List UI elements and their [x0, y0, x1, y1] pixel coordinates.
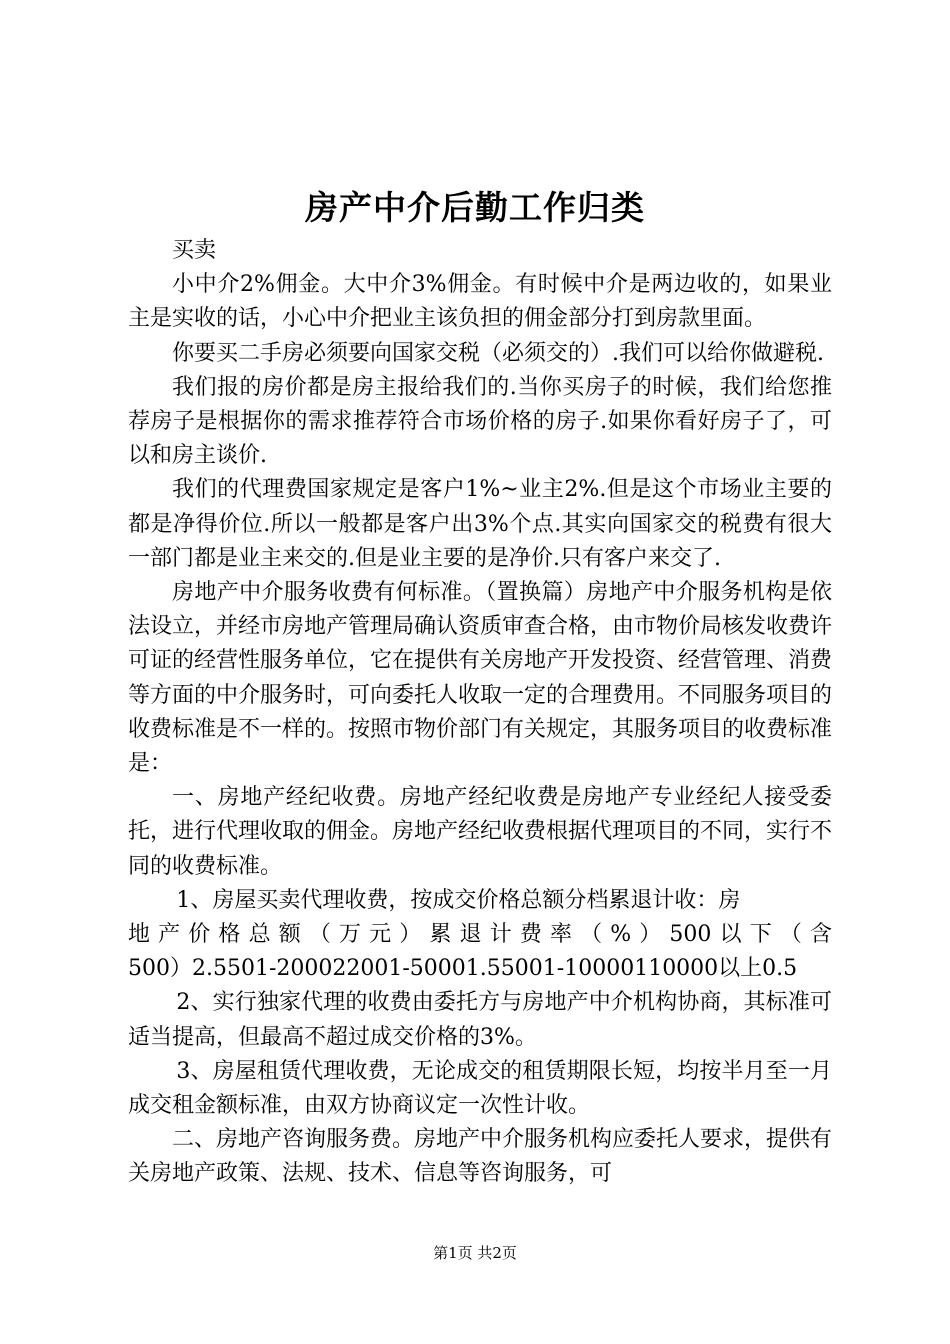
- paragraph-fee-standard: 房地产中介服务收费有何标准。（置换篇）房地产中介服务机构是依法设立，并经市房地产管理局确认资质审查合格，由市物价局核发收费许可证的经营性服务单位，它在提供有关房地产开发投资、经营管理、消费等方面的中介服务时，可向委托人收取一定的合理费用。不同服务项目的收费标准是不一样的。按照市物价部门有关规定，其服务项目的收费标准是：: [128, 580, 833, 777]
- paragraph-rental-agency: 3、房屋租赁代理收费，无论成交的租赁期限长短，均按半月至一月成交租金额标准，由双方协商议定一次性计收。: [128, 1058, 832, 1119]
- paragraph-tax: 你要买二手房必须要向国家交税（必须交的）.我们可以给你做避税.: [172, 340, 824, 366]
- paragraph-price: 我们报的房价都是房主报给我们的.当你买房子的时候，我们给您推荐房子是根据你的需求推荐符合市场价格的房子.如果你看好房子了，可以和房主谈价.: [128, 374, 832, 469]
- paragraph-sale-agency-fee: 1、房屋买卖代理收费，按成交价格总额分档累退计收：房: [176, 887, 741, 913]
- paragraph-agency-fee: 我们的代理费国家规定是客户1%~业主2%.但是这个市场业主要的都是净得价位.所以一般都是客户出3%个点.其实向国家交的税费有很大一部门都是业主来交的.但是业主要的是净价.只有客户来交了.: [128, 477, 832, 571]
- paragraph-brokerage-fee: 一、房地产经纪收费。房地产经纪收费是房地产专业经纪人接受委托，进行代理收取的佣金。房地产经纪收费根据代理项目的不同，实行不同的收费标准。: [128, 785, 833, 879]
- document-title: 房产中介后勤工作归类: [305, 188, 645, 227]
- paragraph-heading-buy-sell: 买卖: [172, 238, 217, 263]
- fee-table-line: 地产价格总额（万元）累退计费率（%）500以下（含: [128, 922, 832, 948]
- paragraph-exclusive-agency: 2、实行独家代理的收费由委托方与房地产中介机构协商，其标准可适当提高，但最高不超过成交价格的3%。: [128, 990, 832, 1050]
- paragraph-consulting-fee: 二、房地产咨询服务费。房地产中介服务机构应委托人要求，提供有关房地产政策、法规、技术、信息等咨询服务，可: [128, 1127, 833, 1187]
- fee-table-line: 500）2.5501-200022001-50001.55001-10000110000以上0.5: [128, 956, 798, 982]
- page-footer: 第1页 共2页: [433, 1244, 517, 1262]
- document-body: [128, 234, 832, 1192]
- paragraph-commission: 小中介2%佣金。大中介3%佣金。有时候中介是两边收的，如果业主是实收的话，小心中介把业主该负担的佣金部分打到房款里面。: [128, 272, 832, 332]
